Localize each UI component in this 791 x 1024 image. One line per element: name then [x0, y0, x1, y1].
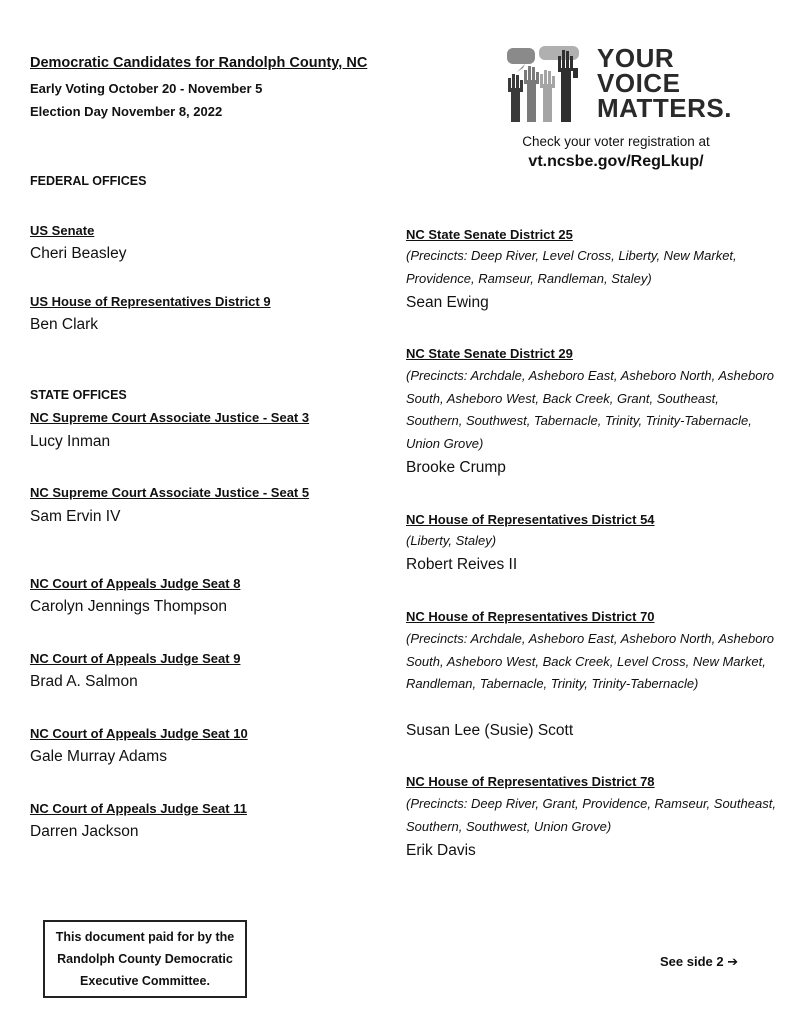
- race-candidate: Erik Davis: [406, 842, 476, 859]
- state-offices-heading: STATE OFFICES: [30, 388, 127, 402]
- race-candidate: Susan Lee (Susie) Scott: [406, 722, 574, 739]
- race-office: NC Court of Appeals Judge Seat 10: [30, 726, 248, 741]
- race-precincts: (Liberty, Staley): [406, 533, 497, 548]
- race-office: NC House of Representatives District 54: [406, 512, 655, 527]
- race-precincts: (Precincts: Archdale, Asheboro East, Asheboro North, Asheboro South, Asheboro West, Back Creek, Level Cross, New Market, Randleman, Tabernacle, Trinity, Trinity-Tabernacle): [406, 631, 775, 691]
- election-day-date: Election Day November 8, 2022: [30, 104, 223, 119]
- race-candidate: Lucy Inman: [30, 433, 111, 450]
- registration-url[interactable]: vt.ncsbe.gov/RegLkup/: [528, 153, 704, 170]
- race-candidate: Cheri Beasley: [30, 245, 127, 262]
- race-office: NC State Senate District 25: [406, 227, 573, 242]
- federal-offices-heading: FEDERAL OFFICES: [30, 174, 147, 188]
- race-office: US House of Representatives District 9: [30, 294, 271, 309]
- race-candidate: Brad A. Salmon: [30, 673, 138, 690]
- your-voice-matters-logo: [505, 44, 755, 124]
- race-candidate: Gale Murray Adams: [30, 748, 167, 765]
- see-side-2-note: See side 2 ➔: [660, 954, 739, 969]
- registration-check-text: Check your voter registration at: [522, 134, 710, 149]
- race-candidate: Robert Reives II: [406, 556, 518, 573]
- race-office: NC Court of Appeals Judge Seat 11: [30, 801, 247, 816]
- raised-hands-icon: [505, 44, 595, 124]
- race-office: NC Supreme Court Associate Justice - Seat 5: [30, 485, 310, 500]
- race-office: NC Court of Appeals Judge Seat 9: [30, 651, 241, 666]
- logo-line-1: YOUR: [597, 43, 675, 73]
- race-office: NC Supreme Court Associate Justice - Seat 3: [30, 410, 310, 425]
- race-precincts: (Precincts: Deep River, Level Cross, Liberty, New Market, Providence, Ramseur, Randleman, Staley): [406, 248, 737, 286]
- logo-line-2: VOICE: [597, 68, 681, 98]
- paid-for-disclaimer: This document paid for by the Randolph County Democratic Executive Committee.: [43, 920, 247, 998]
- race-office: NC House of Representatives District 78: [406, 774, 655, 789]
- race-candidate: Ben Clark: [30, 316, 99, 333]
- race-precincts: (Precincts: Deep River, Grant, Providence, Ramseur, Southeast, Southern, Southwest, Union Grove): [406, 796, 776, 834]
- race-candidate: Darren Jackson: [30, 823, 139, 840]
- document-title: Democratic Candidates for Randolph County, NC: [30, 55, 368, 71]
- logo-line-3: MATTERS.: [597, 93, 732, 123]
- race-precincts: (Precincts: Archdale, Asheboro East, Asheboro North, Asheboro South, Asheboro West, Back Creek, Grant, Southeast, Southern, Southwest, Tabernacle, Trinity, Trinity-Tabernacle, Union Grove): [406, 368, 775, 451]
- race-office: NC Court of Appeals Judge Seat 8: [30, 576, 241, 591]
- race-office: NC State Senate District 29: [406, 346, 573, 361]
- race-office: US Senate: [30, 223, 95, 238]
- race-candidate: Brooke Crump: [406, 459, 506, 476]
- early-voting-dates: Early Voting October 20 - November 5: [30, 81, 263, 96]
- race-candidate: Sean Ewing: [406, 294, 489, 311]
- race-office: NC House of Representatives District 70: [406, 609, 655, 624]
- race-candidate: Sam Ervin IV: [30, 508, 121, 525]
- race-candidate: Carolyn Jennings Thompson: [30, 598, 228, 615]
